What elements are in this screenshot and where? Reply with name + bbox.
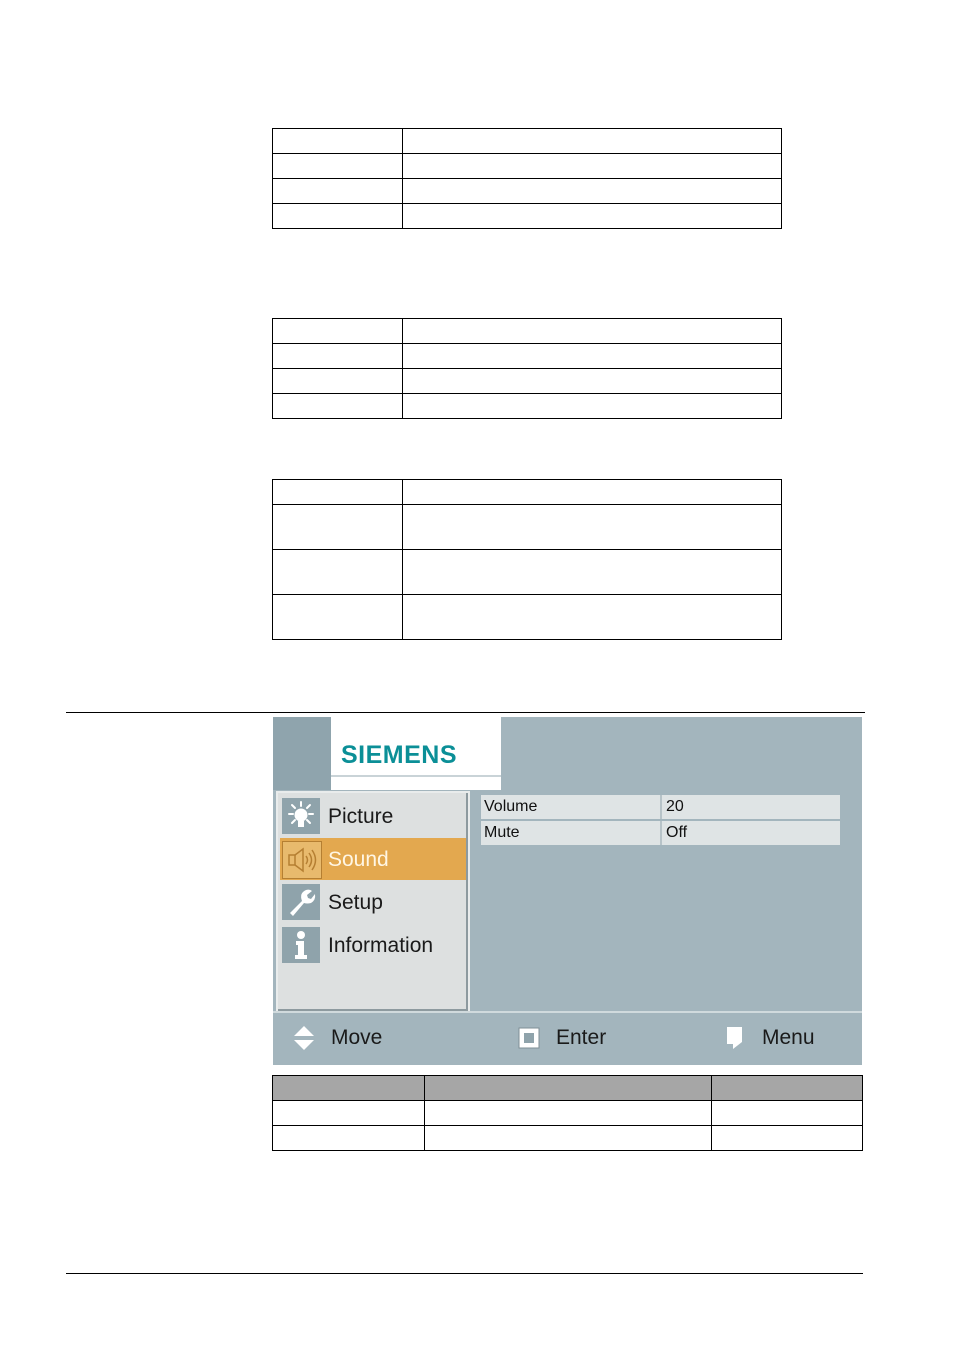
menu-label: Picture bbox=[328, 805, 394, 828]
menu-item-setup[interactable] bbox=[280, 881, 466, 923]
move-hint: Move bbox=[331, 1026, 383, 1049]
setting-value: 20 bbox=[666, 798, 684, 815]
info-icon bbox=[282, 927, 320, 963]
section-divider bbox=[66, 712, 865, 713]
setting-value: Off bbox=[666, 824, 688, 841]
menu-label: Setup bbox=[328, 891, 383, 914]
setting-row-mute[interactable] bbox=[481, 821, 840, 845]
empty-table-1 bbox=[272, 128, 782, 229]
brand-header bbox=[331, 717, 501, 775]
empty-table-3 bbox=[272, 479, 782, 640]
bulb-icon bbox=[282, 798, 320, 834]
menu-label: Information bbox=[328, 934, 434, 957]
sound-settings-panel bbox=[470, 791, 862, 1011]
osd-menu-screenshot bbox=[273, 717, 862, 1065]
menu-label: Sound bbox=[328, 848, 389, 871]
menu-item-information[interactable] bbox=[280, 924, 466, 966]
setting-name: Mute bbox=[484, 824, 520, 841]
empty-table-4 bbox=[272, 1075, 863, 1151]
menu-hint: Menu bbox=[762, 1026, 815, 1049]
setting-name: Volume bbox=[484, 798, 538, 815]
osd-footer bbox=[273, 1011, 862, 1065]
enter-hint: Enter bbox=[556, 1026, 607, 1049]
osd-main-menu bbox=[276, 791, 470, 1013]
setting-row-volume[interactable] bbox=[481, 795, 840, 819]
brand-logo: SIEMENS bbox=[341, 741, 458, 769]
empty-table-2 bbox=[272, 318, 782, 419]
wrench-icon bbox=[282, 884, 320, 920]
enter-square-icon bbox=[518, 1027, 540, 1054]
footer-rule bbox=[66, 1273, 863, 1274]
menu-item-sound[interactable] bbox=[280, 838, 466, 880]
menu-page-icon bbox=[725, 1025, 745, 1056]
speaker-icon bbox=[282, 841, 322, 879]
osd-corner bbox=[273, 717, 331, 790]
up-down-arrows-icon bbox=[293, 1025, 315, 1056]
menu-item-picture[interactable] bbox=[280, 795, 466, 837]
